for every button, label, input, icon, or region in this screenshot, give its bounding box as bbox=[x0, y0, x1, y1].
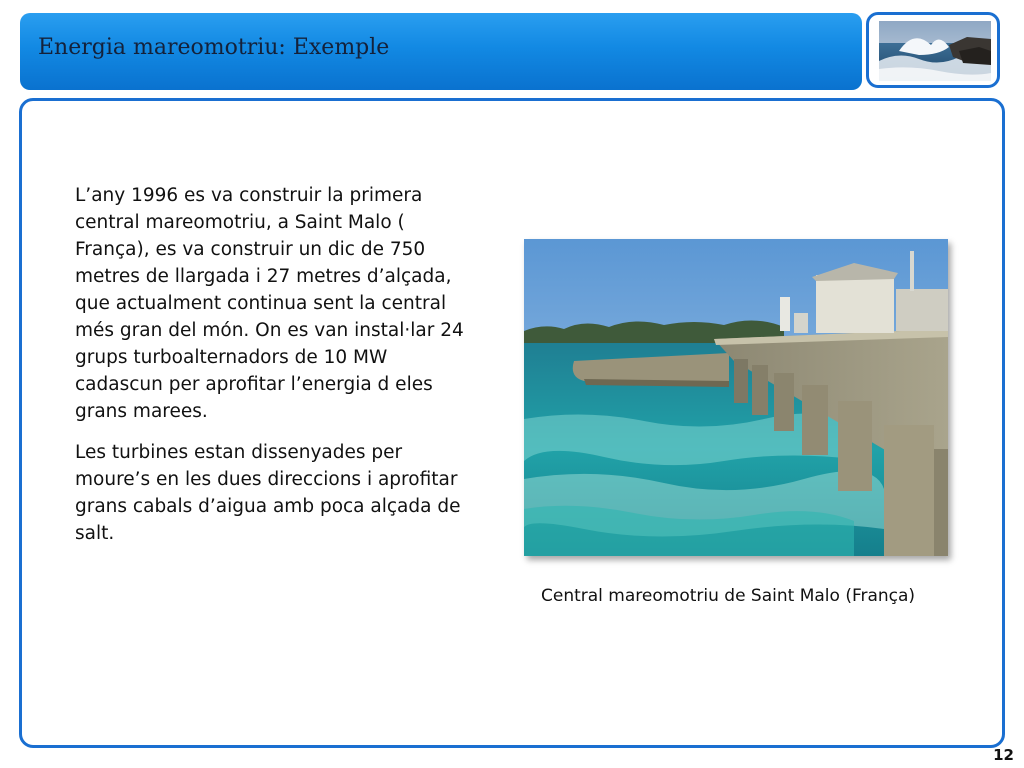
photo-caption: Central mareomotriu de Saint Malo (França) bbox=[541, 586, 916, 606]
page-number: 12 bbox=[993, 746, 1014, 764]
paragraph-1: L’any 1996 es va construir la primera central mareomotriu, a Saint Malo ( França), es va construir un dic de 750 metres de llargada i 27 metres d’alçada, que actualment continua sent la central més gran del món. On es van instal·lar 24 grups turboalternadors de 10 MW cadascun per aprofitar l’energia d eles grans marees. bbox=[75, 185, 464, 422]
title-bar bbox=[20, 13, 862, 90]
wave-thumbnail bbox=[866, 12, 1000, 88]
ocean-wave-rocks-photo bbox=[879, 21, 991, 81]
tidal-power-dam-photo bbox=[524, 239, 948, 556]
slide-title: Energia mareomotriu: Exemple bbox=[38, 35, 390, 60]
body-text bbox=[75, 182, 467, 561]
paragraph-2: Les turbines estan dissenyades per moure’s en les dues direccions i aprofitar grans cabals d’aigua amb poca alçada de salt. bbox=[75, 442, 461, 544]
tidal-plant-photo bbox=[524, 239, 948, 556]
